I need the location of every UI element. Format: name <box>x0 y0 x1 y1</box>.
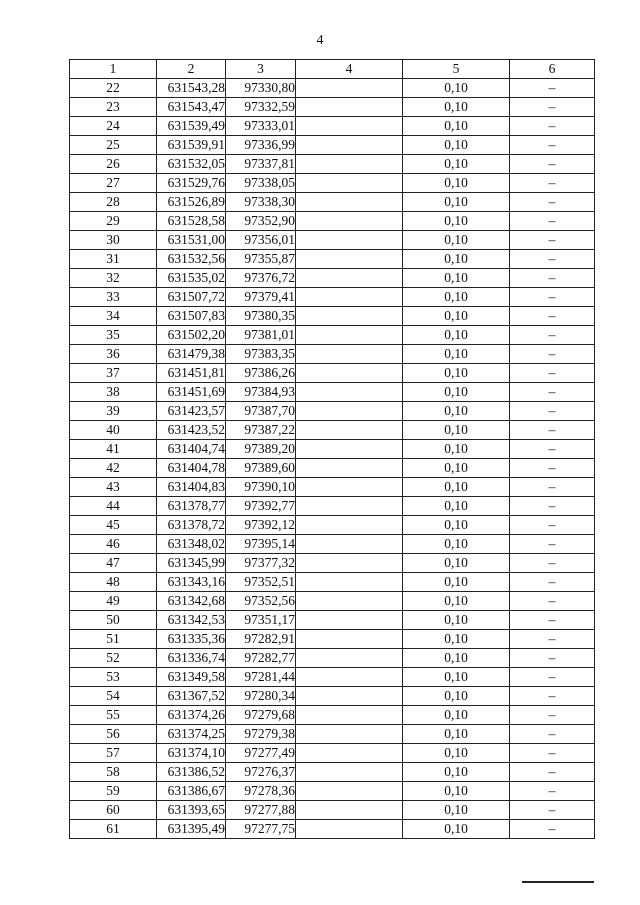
table-row <box>70 117 595 136</box>
y-coordinate: 97281,44 <box>226 668 296 687</box>
y-coordinate: 97351,17 <box>226 611 296 630</box>
x-coordinate: 631451,69 <box>157 383 226 402</box>
y-coordinate: 97392,12 <box>226 516 296 535</box>
column-6-value: – <box>510 687 595 706</box>
precision-value: 0,10 <box>403 288 510 307</box>
column-4-cell <box>296 630 403 649</box>
y-coordinate: 97336,99 <box>226 136 296 155</box>
column-6-value: – <box>510 326 595 345</box>
precision-value: 0,10 <box>403 98 510 117</box>
y-coordinate: 97332,59 <box>226 98 296 117</box>
column-6-value: – <box>510 459 595 478</box>
table-row <box>70 440 595 459</box>
point-number: 59 <box>70 782 157 801</box>
x-coordinate: 631342,68 <box>157 592 226 611</box>
precision-value: 0,10 <box>403 383 510 402</box>
column-6-value: – <box>510 98 595 117</box>
coordinates-table <box>69 59 595 839</box>
x-coordinate: 631374,10 <box>157 744 226 763</box>
column-4-cell <box>296 383 403 402</box>
point-number: 60 <box>70 801 157 820</box>
table-row <box>70 744 595 763</box>
precision-value: 0,10 <box>403 763 510 782</box>
table-row <box>70 383 595 402</box>
point-number: 61 <box>70 820 157 839</box>
precision-value: 0,10 <box>403 174 510 193</box>
x-coordinate: 631349,58 <box>157 668 226 687</box>
y-coordinate: 97277,75 <box>226 820 296 839</box>
x-coordinate: 631374,25 <box>157 725 226 744</box>
point-number: 33 <box>70 288 157 307</box>
table-row <box>70 326 595 345</box>
column-header-5: 5 <box>403 60 510 79</box>
x-coordinate: 631502,20 <box>157 326 226 345</box>
table-row <box>70 231 595 250</box>
y-coordinate: 97390,10 <box>226 478 296 497</box>
x-coordinate: 631336,74 <box>157 649 226 668</box>
point-number: 28 <box>70 193 157 212</box>
column-6-value: – <box>510 193 595 212</box>
column-4-cell <box>296 193 403 212</box>
column-header-4: 4 <box>296 60 403 79</box>
column-6-value: – <box>510 668 595 687</box>
y-coordinate: 97384,93 <box>226 383 296 402</box>
point-number: 25 <box>70 136 157 155</box>
column-6-value: – <box>510 155 595 174</box>
column-4-cell <box>296 782 403 801</box>
x-coordinate: 631532,05 <box>157 155 226 174</box>
y-coordinate: 97338,30 <box>226 193 296 212</box>
column-4-cell <box>296 98 403 117</box>
point-number: 39 <box>70 402 157 421</box>
precision-value: 0,10 <box>403 573 510 592</box>
precision-value: 0,10 <box>403 79 510 98</box>
column-6-value: – <box>510 516 595 535</box>
precision-value: 0,10 <box>403 782 510 801</box>
table-row <box>70 288 595 307</box>
point-number: 37 <box>70 364 157 383</box>
x-coordinate: 631423,57 <box>157 402 226 421</box>
x-coordinate: 631342,53 <box>157 611 226 630</box>
precision-value: 0,10 <box>403 611 510 630</box>
x-coordinate: 631507,72 <box>157 288 226 307</box>
precision-value: 0,10 <box>403 630 510 649</box>
x-coordinate: 631348,02 <box>157 535 226 554</box>
precision-value: 0,10 <box>403 801 510 820</box>
point-number: 52 <box>70 649 157 668</box>
x-coordinate: 631367,52 <box>157 687 226 706</box>
table-row <box>70 782 595 801</box>
column-6-value: – <box>510 364 595 383</box>
x-coordinate: 631543,28 <box>157 79 226 98</box>
column-header-2: 2 <box>157 60 226 79</box>
precision-value: 0,10 <box>403 326 510 345</box>
column-4-cell <box>296 345 403 364</box>
column-4-cell <box>296 288 403 307</box>
table-row <box>70 649 595 668</box>
column-6-value: – <box>510 725 595 744</box>
y-coordinate: 97277,88 <box>226 801 296 820</box>
x-coordinate: 631526,89 <box>157 193 226 212</box>
y-coordinate: 97376,72 <box>226 269 296 288</box>
table-row <box>70 345 595 364</box>
precision-value: 0,10 <box>403 478 510 497</box>
column-4-cell <box>296 535 403 554</box>
precision-value: 0,10 <box>403 744 510 763</box>
x-coordinate: 631531,00 <box>157 231 226 250</box>
table-row <box>70 820 595 839</box>
table-row <box>70 687 595 706</box>
precision-value: 0,10 <box>403 364 510 383</box>
point-number: 56 <box>70 725 157 744</box>
column-4-cell <box>296 668 403 687</box>
column-4-cell <box>296 117 403 136</box>
column-4-cell <box>296 744 403 763</box>
y-coordinate: 97282,77 <box>226 649 296 668</box>
footer-rule <box>522 881 594 883</box>
point-number: 55 <box>70 706 157 725</box>
precision-value: 0,10 <box>403 649 510 668</box>
table-row <box>70 592 595 611</box>
precision-value: 0,10 <box>403 421 510 440</box>
table-row <box>70 212 595 231</box>
point-number: 47 <box>70 554 157 573</box>
y-coordinate: 97356,01 <box>226 231 296 250</box>
precision-value: 0,10 <box>403 117 510 136</box>
y-coordinate: 97387,22 <box>226 421 296 440</box>
y-coordinate: 97352,90 <box>226 212 296 231</box>
column-4-cell <box>296 79 403 98</box>
column-6-value: – <box>510 820 595 839</box>
column-4-cell <box>296 212 403 231</box>
table-row <box>70 459 595 478</box>
point-number: 42 <box>70 459 157 478</box>
precision-value: 0,10 <box>403 706 510 725</box>
column-4-cell <box>296 231 403 250</box>
point-number: 58 <box>70 763 157 782</box>
y-coordinate: 97355,87 <box>226 250 296 269</box>
column-header-1: 1 <box>70 60 157 79</box>
table-row <box>70 706 595 725</box>
y-coordinate: 97386,26 <box>226 364 296 383</box>
table-row <box>70 535 595 554</box>
x-coordinate: 631393,65 <box>157 801 226 820</box>
column-6-value: – <box>510 554 595 573</box>
y-coordinate: 97277,49 <box>226 744 296 763</box>
column-6-value: – <box>510 744 595 763</box>
y-coordinate: 97387,70 <box>226 402 296 421</box>
x-coordinate: 631528,58 <box>157 212 226 231</box>
y-coordinate: 97280,34 <box>226 687 296 706</box>
y-coordinate: 97333,01 <box>226 117 296 136</box>
x-coordinate: 631479,38 <box>157 345 226 364</box>
point-number: 40 <box>70 421 157 440</box>
point-number: 44 <box>70 497 157 516</box>
table-row <box>70 79 595 98</box>
column-4-cell <box>296 592 403 611</box>
column-6-value: – <box>510 231 595 250</box>
column-6-value: – <box>510 345 595 364</box>
column-4-cell <box>296 478 403 497</box>
column-6-value: – <box>510 649 595 668</box>
column-6-value: – <box>510 782 595 801</box>
x-coordinate: 631543,47 <box>157 98 226 117</box>
x-coordinate: 631532,56 <box>157 250 226 269</box>
precision-value: 0,10 <box>403 459 510 478</box>
column-6-value: – <box>510 250 595 269</box>
x-coordinate: 631529,76 <box>157 174 226 193</box>
point-number: 38 <box>70 383 157 402</box>
y-coordinate: 97395,14 <box>226 535 296 554</box>
precision-value: 0,10 <box>403 668 510 687</box>
point-number: 57 <box>70 744 157 763</box>
y-coordinate: 97279,68 <box>226 706 296 725</box>
table-body <box>70 79 595 839</box>
table-row <box>70 497 595 516</box>
column-4-cell <box>296 307 403 326</box>
table-row <box>70 307 595 326</box>
column-4-cell <box>296 649 403 668</box>
table-row <box>70 193 595 212</box>
x-coordinate: 631423,52 <box>157 421 226 440</box>
point-number: 49 <box>70 592 157 611</box>
y-coordinate: 97352,51 <box>226 573 296 592</box>
y-coordinate: 97337,81 <box>226 155 296 174</box>
point-number: 46 <box>70 535 157 554</box>
page-number: 4 <box>316 33 324 48</box>
x-coordinate: 631345,99 <box>157 554 226 573</box>
x-coordinate: 631386,67 <box>157 782 226 801</box>
precision-value: 0,10 <box>403 725 510 744</box>
y-coordinate: 97338,05 <box>226 174 296 193</box>
column-6-value: – <box>510 630 595 649</box>
column-4-cell <box>296 763 403 782</box>
column-header-6: 6 <box>510 60 595 79</box>
table-row <box>70 136 595 155</box>
table-row <box>70 763 595 782</box>
precision-value: 0,10 <box>403 687 510 706</box>
column-4-cell <box>296 421 403 440</box>
y-coordinate: 97276,37 <box>226 763 296 782</box>
point-number: 26 <box>70 155 157 174</box>
point-number: 53 <box>70 668 157 687</box>
y-coordinate: 97380,35 <box>226 307 296 326</box>
column-6-value: – <box>510 535 595 554</box>
point-number: 35 <box>70 326 157 345</box>
column-4-cell <box>296 326 403 345</box>
column-6-value: – <box>510 801 595 820</box>
precision-value: 0,10 <box>403 155 510 174</box>
column-4-cell <box>296 440 403 459</box>
x-coordinate: 631539,49 <box>157 117 226 136</box>
column-6-value: – <box>510 421 595 440</box>
column-6-value: – <box>510 117 595 136</box>
x-coordinate: 631404,74 <box>157 440 226 459</box>
x-coordinate: 631395,49 <box>157 820 226 839</box>
table-row <box>70 801 595 820</box>
precision-value: 0,10 <box>403 250 510 269</box>
point-number: 31 <box>70 250 157 269</box>
table-row <box>70 402 595 421</box>
precision-value: 0,10 <box>403 440 510 459</box>
column-6-value: – <box>510 478 595 497</box>
column-4-cell <box>296 402 403 421</box>
y-coordinate: 97377,32 <box>226 554 296 573</box>
column-4-cell <box>296 497 403 516</box>
table-row <box>70 478 595 497</box>
x-coordinate: 631539,91 <box>157 136 226 155</box>
precision-value: 0,10 <box>403 307 510 326</box>
column-6-value: – <box>510 402 595 421</box>
point-number: 43 <box>70 478 157 497</box>
y-coordinate: 97279,38 <box>226 725 296 744</box>
column-4-cell <box>296 554 403 573</box>
x-coordinate: 631404,78 <box>157 459 226 478</box>
column-6-value: – <box>510 440 595 459</box>
column-6-value: – <box>510 288 595 307</box>
point-number: 32 <box>70 269 157 288</box>
x-coordinate: 631451,81 <box>157 364 226 383</box>
column-6-value: – <box>510 79 595 98</box>
x-coordinate: 631335,36 <box>157 630 226 649</box>
table-row <box>70 516 595 535</box>
precision-value: 0,10 <box>403 820 510 839</box>
column-4-cell <box>296 269 403 288</box>
table-row <box>70 668 595 687</box>
point-number: 36 <box>70 345 157 364</box>
column-6-value: – <box>510 573 595 592</box>
column-6-value: – <box>510 706 595 725</box>
table-row <box>70 269 595 288</box>
column-4-cell <box>296 516 403 535</box>
y-coordinate: 97278,36 <box>226 782 296 801</box>
column-4-cell <box>296 611 403 630</box>
precision-value: 0,10 <box>403 497 510 516</box>
y-coordinate: 97379,41 <box>226 288 296 307</box>
column-4-cell <box>296 155 403 174</box>
point-number: 45 <box>70 516 157 535</box>
y-coordinate: 97389,20 <box>226 440 296 459</box>
column-6-value: – <box>510 136 595 155</box>
table-row <box>70 364 595 383</box>
y-coordinate: 97392,77 <box>226 497 296 516</box>
x-coordinate: 631507,83 <box>157 307 226 326</box>
precision-value: 0,10 <box>403 269 510 288</box>
table-row <box>70 573 595 592</box>
precision-value: 0,10 <box>403 212 510 231</box>
table-row <box>70 554 595 573</box>
column-header-3: 3 <box>226 60 296 79</box>
y-coordinate: 97282,91 <box>226 630 296 649</box>
column-6-value: – <box>510 383 595 402</box>
table-row <box>70 250 595 269</box>
table-header-row <box>70 60 595 79</box>
point-number: 23 <box>70 98 157 117</box>
precision-value: 0,10 <box>403 402 510 421</box>
point-number: 50 <box>70 611 157 630</box>
x-coordinate: 631343,16 <box>157 573 226 592</box>
point-number: 30 <box>70 231 157 250</box>
table-row <box>70 155 595 174</box>
y-coordinate: 97330,80 <box>226 79 296 98</box>
point-number: 22 <box>70 79 157 98</box>
column-6-value: – <box>510 307 595 326</box>
precision-value: 0,10 <box>403 231 510 250</box>
column-4-cell <box>296 725 403 744</box>
x-coordinate: 631374,26 <box>157 706 226 725</box>
table-row <box>70 611 595 630</box>
precision-value: 0,10 <box>403 592 510 611</box>
column-4-cell <box>296 687 403 706</box>
x-coordinate: 631378,72 <box>157 516 226 535</box>
column-6-value: – <box>510 269 595 288</box>
x-coordinate: 631378,77 <box>157 497 226 516</box>
point-number: 27 <box>70 174 157 193</box>
precision-value: 0,10 <box>403 535 510 554</box>
column-6-value: – <box>510 174 595 193</box>
y-coordinate: 97383,35 <box>226 345 296 364</box>
point-number: 48 <box>70 573 157 592</box>
table-row <box>70 630 595 649</box>
table-row <box>70 421 595 440</box>
y-coordinate: 97381,01 <box>226 326 296 345</box>
x-coordinate: 631386,52 <box>157 763 226 782</box>
x-coordinate: 631535,02 <box>157 269 226 288</box>
column-4-cell <box>296 250 403 269</box>
precision-value: 0,10 <box>403 193 510 212</box>
table-row <box>70 725 595 744</box>
point-number: 24 <box>70 117 157 136</box>
precision-value: 0,10 <box>403 345 510 364</box>
point-number: 51 <box>70 630 157 649</box>
y-coordinate: 97389,60 <box>226 459 296 478</box>
point-number: 41 <box>70 440 157 459</box>
column-4-cell <box>296 136 403 155</box>
column-6-value: – <box>510 212 595 231</box>
column-6-value: – <box>510 611 595 630</box>
column-4-cell <box>296 801 403 820</box>
precision-value: 0,10 <box>403 554 510 573</box>
column-6-value: – <box>510 763 595 782</box>
point-number: 54 <box>70 687 157 706</box>
column-4-cell <box>296 706 403 725</box>
table-row <box>70 98 595 117</box>
y-coordinate: 97352,56 <box>226 592 296 611</box>
column-4-cell <box>296 820 403 839</box>
table-row <box>70 174 595 193</box>
point-number: 34 <box>70 307 157 326</box>
column-4-cell <box>296 174 403 193</box>
x-coordinate: 631404,83 <box>157 478 226 497</box>
column-6-value: – <box>510 497 595 516</box>
point-number: 29 <box>70 212 157 231</box>
column-4-cell <box>296 459 403 478</box>
column-4-cell <box>296 573 403 592</box>
precision-value: 0,10 <box>403 516 510 535</box>
column-6-value: – <box>510 592 595 611</box>
precision-value: 0,10 <box>403 136 510 155</box>
column-4-cell <box>296 364 403 383</box>
